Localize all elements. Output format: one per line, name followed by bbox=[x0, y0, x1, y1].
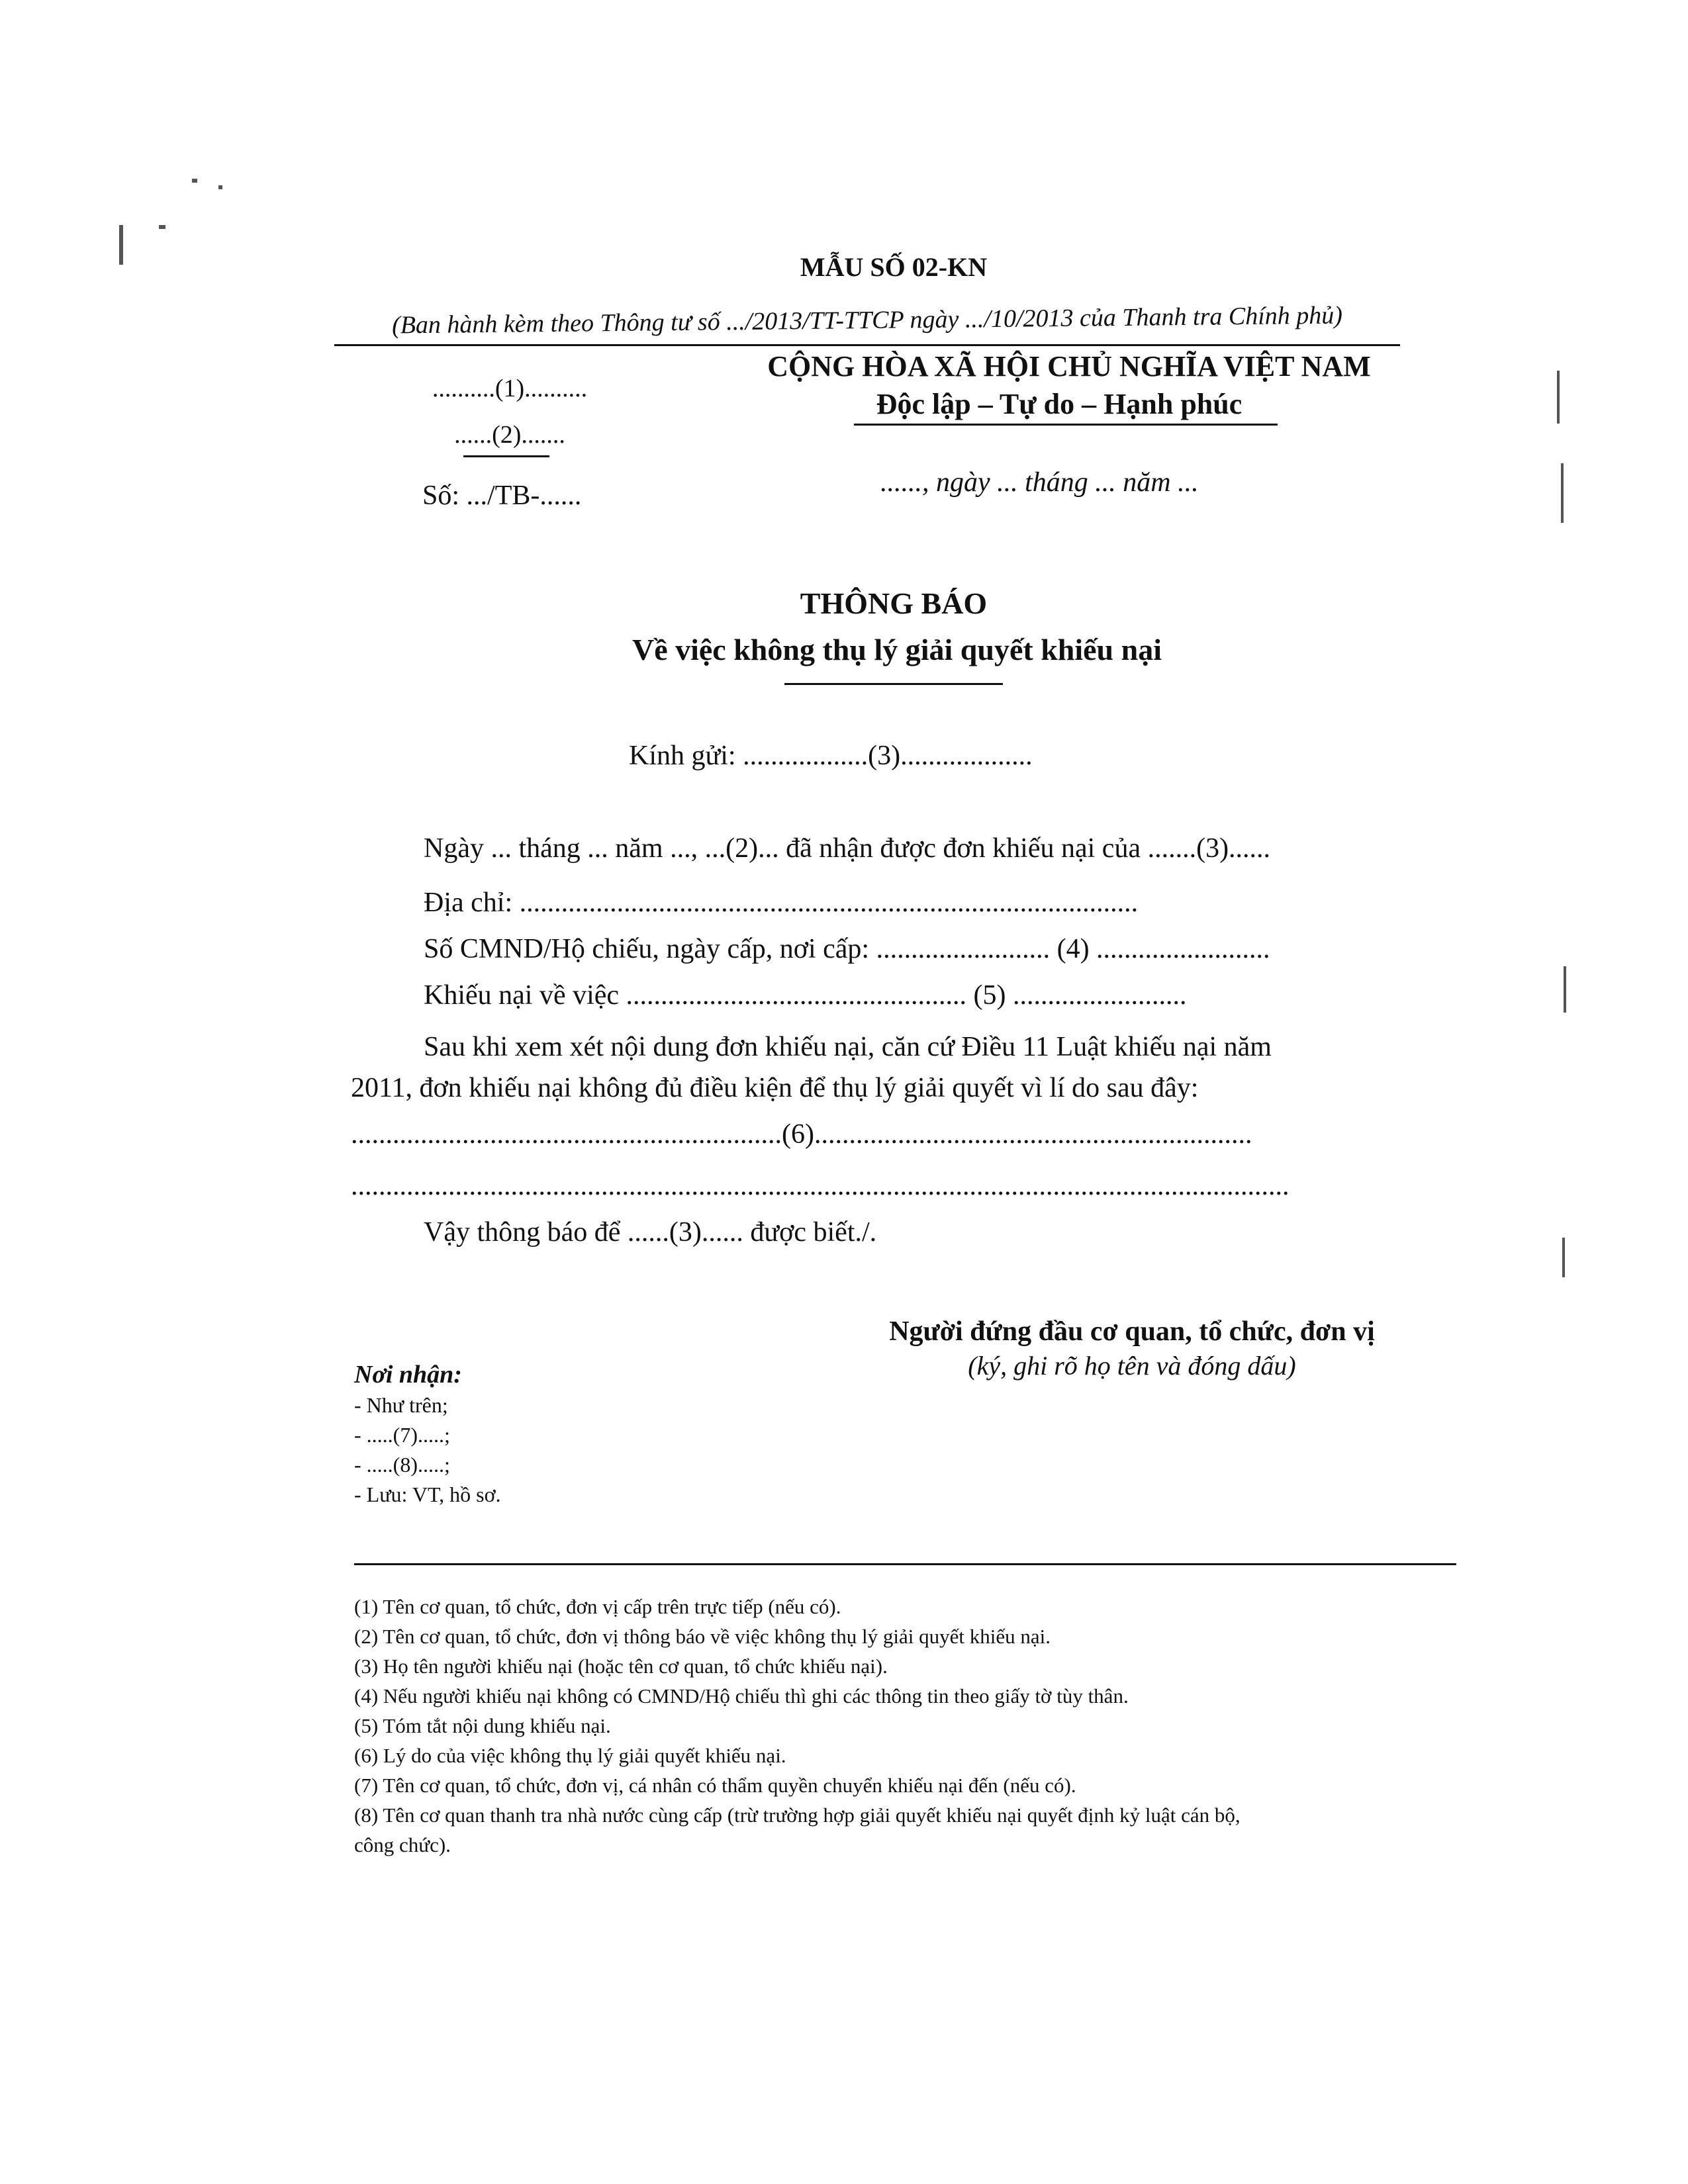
scan-artifact bbox=[218, 185, 222, 189]
agency-line-1: ..........(1).......... bbox=[432, 375, 588, 402]
closing-line: Vậy thông báo để ......(3)...... được biết./. bbox=[424, 1217, 877, 1248]
footnote: (6) Lý do của việc không thụ lý giải quyết khiếu nại. bbox=[354, 1744, 786, 1767]
place-date: ......, ngày ... tháng ... năm ... bbox=[880, 467, 1199, 498]
signature-title: Người đứng đầu cơ quan, tổ chức, đơn vị bbox=[889, 1316, 1375, 1347]
body-paragraph-line-1: Sau khi xem xét nội dung đơn khiếu nại, căn cứ Điều 11 Luật khiếu nại năm bbox=[424, 1032, 1272, 1062]
reason-line-1: ..............................................................(6)............................................................... bbox=[351, 1119, 1252, 1150]
scan-artifact bbox=[119, 225, 123, 265]
country-name: CỘNG HÒA XÃ HỘI CHỦ NGHĨA VIỆT NAM bbox=[767, 350, 1371, 383]
agency-line-2: ......(2)....... bbox=[454, 421, 565, 449]
agency-underline bbox=[463, 455, 549, 457]
scan-artifact bbox=[192, 179, 197, 183]
scan-artifact bbox=[1564, 966, 1566, 1013]
footnote: (4) Nếu người khiếu nại không có CMND/Hộ chiếu thì ghi các thông tin theo giấy tờ tùy thân. bbox=[354, 1684, 1129, 1707]
reason-line-2: ....................................................................................................................................... bbox=[351, 1171, 1289, 1201]
issued-by-underline bbox=[334, 344, 1400, 346]
recipient-line: Kính gửi: ..................(3)................... bbox=[629, 741, 1033, 771]
footnote: (1) Tên cơ quan, tổ chức, đơn vị cấp trên trực tiếp (nếu có). bbox=[354, 1595, 841, 1618]
recipients-item: - Như trên; bbox=[354, 1393, 448, 1417]
scan-artifact bbox=[1557, 371, 1560, 424]
document-number: Số: .../TB-...... bbox=[422, 480, 582, 511]
recipients-item: - .....(8).....; bbox=[354, 1453, 450, 1477]
scan-artifact bbox=[1561, 463, 1564, 523]
body-address-line: Địa chỉ: ......................................................................................... bbox=[424, 887, 1139, 918]
footnote: (8) Tên cơ quan thanh tra nhà nước cùng cấp (trừ trường hợp giải quyết khiếu nại quyết định kỷ luật cán bộ, bbox=[354, 1803, 1241, 1827]
national-motto: Độc lập – Tự do – Hạnh phúc bbox=[876, 388, 1243, 420]
recipients-heading: Nơi nhận: bbox=[354, 1361, 462, 1388]
issued-by-note: (Ban hành kèm theo Thông tư số .../2013/TT-TTCP ngày .../10/2013 của Thanh tra Chính phủ) bbox=[391, 301, 1343, 340]
signature-note: (ký, ghi rõ họ tên và đóng dấu) bbox=[968, 1351, 1296, 1381]
footnote: (2) Tên cơ quan, tổ chức, đơn vị thông báo về việc không thụ lý giải quyết khiếu nại. bbox=[354, 1625, 1051, 1648]
title-underline bbox=[784, 683, 1003, 685]
footnote-separator bbox=[354, 1563, 1456, 1565]
body-received-line: Ngày ... tháng ... năm ..., ...(2)... đã nhận được đơn khiếu nại của .......(3)...... bbox=[424, 833, 1271, 864]
motto-underline bbox=[854, 424, 1278, 426]
document-subtitle: Về việc không thụ lý giải quyết khiếu nại bbox=[632, 633, 1162, 666]
recipients-item: - Lưu: VT, hồ sơ. bbox=[354, 1482, 501, 1506]
body-complaint-line: Khiếu nại về việc ................................................. (5) ......................... bbox=[424, 980, 1187, 1011]
body-id-line: Số CMND/Hộ chiếu, ngày cấp, nơi cấp: ......................... (4) ......................... bbox=[424, 934, 1270, 964]
footnote: (7) Tên cơ quan, tổ chức, đơn vị, cá nhân có thẩm quyền chuyển khiếu nại đến (nếu có). bbox=[354, 1774, 1076, 1797]
scan-artifact bbox=[1562, 1238, 1565, 1277]
form-code: MẪU SỐ 02-KN bbox=[800, 252, 988, 282]
footnote: công chức). bbox=[354, 1833, 451, 1856]
recipients-item: - .....(7).....; bbox=[354, 1423, 450, 1447]
footnote: (5) Tóm tắt nội dung khiếu nại. bbox=[354, 1714, 611, 1737]
body-paragraph-line-2: 2011, đơn khiếu nại không đủ điều kiện để thụ lý giải quyết vì lí do sau đây: bbox=[351, 1073, 1199, 1103]
document-title: THÔNG BÁO bbox=[800, 586, 988, 620]
scan-artifact bbox=[159, 225, 165, 229]
footnote: (3) Họ tên người khiếu nại (hoặc tên cơ quan, tổ chức khiếu nại). bbox=[354, 1655, 888, 1678]
